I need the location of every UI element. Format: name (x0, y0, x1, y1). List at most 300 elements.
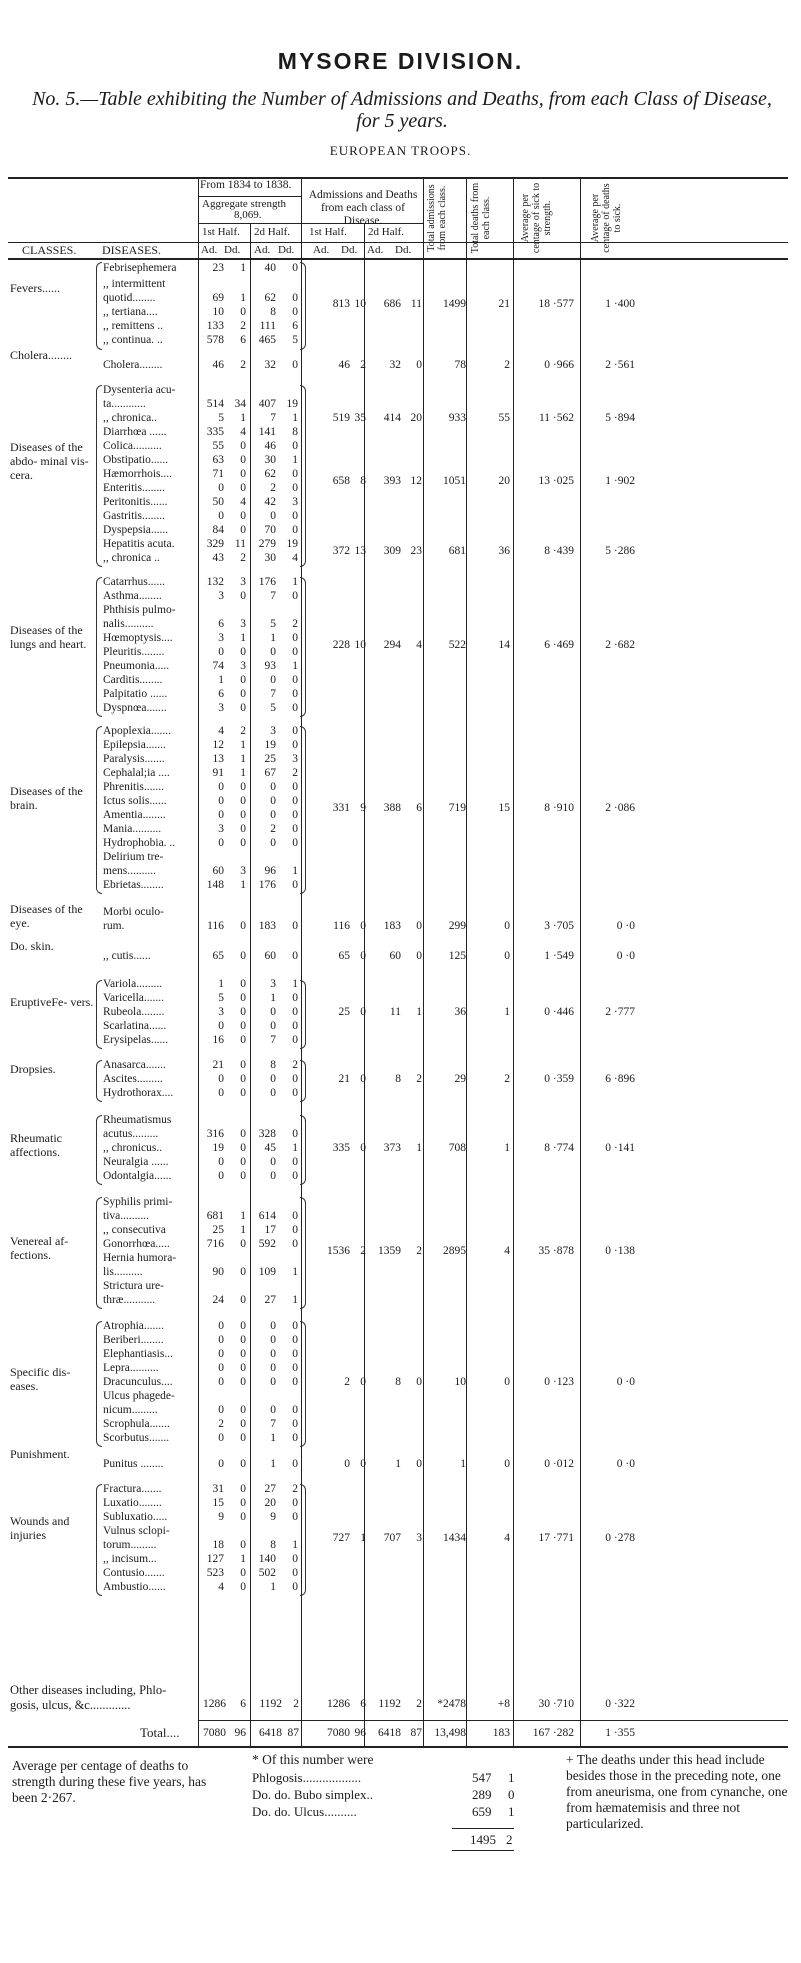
cell-value: 176 (258, 879, 276, 891)
sum-value: 11 (410, 298, 422, 310)
cell-value: 0 (292, 524, 298, 536)
cell-value: 0 (240, 1404, 246, 1416)
disease-label: Peritonitis...... (103, 496, 168, 508)
cell-value: 42 (264, 496, 276, 508)
cell-value: 84 (212, 524, 224, 536)
sum-value: 0 (360, 1458, 366, 1470)
col-sep (466, 178, 467, 1746)
disease-label: Cephalal;ia .... (103, 767, 170, 779)
cell-value: 0 (270, 1348, 276, 1360)
sum-value: 309 (383, 545, 401, 557)
total-value: 7080 (327, 1727, 350, 1739)
sum-value: 2 ·561 (605, 359, 635, 371)
cell-value: 0 (292, 1320, 298, 1332)
sum-value: 36 (498, 545, 510, 557)
cell-value: 0 (270, 646, 276, 658)
cell-value: 0 (292, 1238, 298, 1250)
cell-value: 0 (292, 292, 298, 304)
sum-value: 21 (498, 298, 510, 310)
cell-value: 0 (240, 1034, 246, 1046)
cell-value: 1 (240, 739, 246, 751)
cell-value: 0 (292, 1020, 298, 1032)
cell-value: 0 (292, 632, 298, 644)
disease-label: Lepra.......... (103, 1362, 159, 1374)
group-brace-right (300, 1115, 306, 1185)
cell-value: 0 (240, 1362, 246, 1374)
cell-value: 0 (240, 440, 246, 452)
cell-value: 132 (206, 576, 224, 588)
cell-value: 681 (206, 1210, 224, 1222)
dd-header: Dd. (224, 244, 241, 256)
sum-value: 2 ·086 (605, 802, 635, 814)
sum-value: 12 (410, 475, 422, 487)
disease-label: Hæmorrhois.... (103, 468, 172, 480)
disease-label: Febrisephemera (103, 262, 177, 274)
page-title: MYSORE DIVISION. (277, 48, 524, 74)
troops-heading: EUROPEAN TROOPS. (329, 143, 472, 158)
cell-value: 0 (240, 1458, 246, 1470)
cell-value: 3 (218, 823, 224, 835)
sum-value: 15 (498, 802, 510, 814)
other-value: +8 (497, 1698, 510, 1710)
group-brace (96, 1060, 102, 1102)
sum-value: 393 (383, 475, 401, 487)
sum-value: 0 (416, 1458, 422, 1470)
cell-value: 0 (240, 1156, 246, 1168)
group-brace-right (300, 1484, 306, 1596)
sum-value: 8 (395, 1073, 401, 1085)
cell-value: 3 (218, 1006, 224, 1018)
disease-label: ,, consecutiva (103, 1224, 166, 1236)
cell-value: 0 (240, 468, 246, 480)
disease-label: Ictus solis...... (103, 795, 167, 807)
cell-value: 0 (218, 510, 224, 522)
sum-value: 335 (332, 1142, 350, 1154)
cell-value: 5 (218, 412, 224, 424)
disease-label: Gastritis........ (103, 510, 165, 522)
sum-value: 1 (460, 1458, 466, 1470)
cell-value: 62 (264, 468, 276, 480)
footnote-rule (452, 1850, 514, 1851)
cell-value: 32 (264, 359, 276, 371)
cell-value: 71 (212, 468, 224, 480)
class-label: Wounds and injuries (10, 1514, 70, 1542)
total-value: 7080 (203, 1727, 226, 1739)
sum-value: 5 ·894 (605, 412, 635, 424)
cell-value: 0 (292, 468, 298, 480)
footnote-total-b: 2 (506, 1832, 513, 1847)
disease-label: Scorbutus....... (103, 1432, 170, 1444)
total-admissions-header: Total admissions from each class. (426, 184, 448, 252)
cell-value: 0 (240, 482, 246, 494)
cell-value: 0 (218, 781, 224, 793)
disease-label: torum......... (103, 1539, 157, 1551)
total-value: 167 ·282 (532, 1727, 574, 1739)
cell-value: 3 (240, 618, 246, 630)
cell-value: 6 (240, 334, 246, 346)
cell-value: 0 (270, 1073, 276, 1085)
cell-value: 0 (218, 1320, 224, 1332)
sum-value: 36 (454, 1006, 466, 1018)
sum-value: 0 ·0 (616, 1458, 635, 1470)
sum-value: 1536 (327, 1245, 350, 1257)
sum-value: 13 (354, 545, 366, 557)
cell-value: 0 (292, 920, 298, 932)
cell-value: 17 (264, 1224, 276, 1236)
cell-value: 70 (264, 524, 276, 536)
disease-label: Varicella....... (103, 992, 164, 1004)
cell-value: 27 (264, 1294, 276, 1306)
disease-label: Asthma........ (103, 590, 162, 602)
cell-value: 1 (292, 1266, 298, 1278)
cell-value: 0 (292, 1170, 298, 1182)
cell-value: 0 (292, 1073, 298, 1085)
cell-value: 3 (218, 632, 224, 644)
cell-value: 46 (212, 359, 224, 371)
sum-value: 17 ·771 (538, 1532, 574, 1544)
sum-value: 813 (332, 298, 350, 310)
footnote-row-b: 1 (508, 1770, 515, 1785)
disease-label: Obstipatio...... (103, 454, 169, 466)
cell-value: 0 (270, 1334, 276, 1346)
cell-value: 0 (270, 1087, 276, 1099)
sum-value: 0 (416, 950, 422, 962)
cell-value: 1 (218, 674, 224, 686)
cell-value: 0 (240, 1170, 246, 1182)
cell-value: 0 (270, 1170, 276, 1182)
disease-label: ,, continua. .. (103, 334, 163, 346)
cell-value: 0 (292, 1128, 298, 1140)
cell-value: 0 (240, 992, 246, 1004)
disease-label: Variola......... (103, 978, 163, 990)
other-value: 6 (360, 1698, 366, 1710)
cell-value: 3 (240, 660, 246, 672)
cell-value: 1 (292, 1294, 298, 1306)
disease-label: Phthisis pulmo- (103, 604, 176, 616)
sum-value: 0 ·0 (616, 1376, 635, 1388)
cell-value: 4 (240, 496, 246, 508)
group-brace (96, 577, 102, 717)
cell-value: 328 (258, 1128, 276, 1140)
cell-value: 3 (292, 753, 298, 765)
cell-value: 0 (240, 1087, 246, 1099)
cell-value: 0 (240, 1581, 246, 1593)
cell-value: 1 (292, 660, 298, 672)
disease-label: Apoplexia....... (103, 725, 172, 737)
disease-label: Morbi oculo- (103, 906, 165, 918)
cell-value: 2 (292, 1483, 298, 1495)
cell-value: 0 (292, 1362, 298, 1374)
disease-label: nicum......... (103, 1404, 158, 1416)
total-value: 6418 (378, 1727, 401, 1739)
sum-value: 2 ·777 (605, 1006, 635, 1018)
cell-value: 0 (292, 674, 298, 686)
cell-value: 0 (240, 674, 246, 686)
cell-value: 0 (270, 674, 276, 686)
disease-label: nalis.......... (103, 618, 154, 630)
cell-value: 19 (264, 739, 276, 751)
sum-value: 1 (360, 1532, 366, 1544)
cell-value: 31 (212, 1483, 224, 1495)
cell-value: 1 (218, 978, 224, 990)
disease-label: Hydrothorax.... (103, 1087, 174, 1099)
second-half-header: 2d Half. (254, 226, 291, 238)
cell-value: 0 (240, 524, 246, 536)
diseases-header: DISEASES. (102, 243, 162, 257)
sum-value: 4 (504, 1245, 510, 1257)
disease-label: Catarrhus...... (103, 576, 165, 588)
disease-label: Epilepsia....... (103, 739, 166, 751)
cell-value: 43 (212, 552, 224, 564)
cell-value: 0 (240, 1376, 246, 1388)
group-brace (96, 1321, 102, 1447)
cell-value: 45 (264, 1142, 276, 1154)
sum-value: 0 (416, 920, 422, 932)
class-label: Venereal af- fections. (10, 1234, 69, 1262)
footnote-mid-title: * Of this number were (252, 1752, 374, 1767)
sum-value: 35 (354, 412, 366, 424)
cell-value: 1 (292, 454, 298, 466)
first-half-header: 1st Half. (309, 226, 347, 238)
period-header: From 1834 to 1838. (200, 179, 292, 191)
other-value: 0 ·322 (605, 1698, 635, 1710)
sum-value: 2 (416, 1073, 422, 1085)
cell-value: 8 (270, 306, 276, 318)
sum-value: 8 (395, 1376, 401, 1388)
cell-value: 1 (270, 992, 276, 1004)
disease-label: Palpitatio ...... (103, 688, 168, 700)
cell-value: 0 (292, 1006, 298, 1018)
sum-value: 8 ·439 (544, 545, 574, 557)
ad-header: Ad. (367, 244, 384, 256)
cell-value: 0 (240, 837, 246, 849)
group-brace (96, 726, 102, 894)
cell-value: 1 (292, 576, 298, 588)
strength-value: 8,069. (234, 209, 262, 221)
cell-value: 0 (240, 1294, 246, 1306)
cell-value: 0 (292, 1418, 298, 1430)
cell-value: 523 (206, 1567, 224, 1579)
sum-value: 21 (338, 1073, 350, 1085)
dd-header: Dd. (341, 244, 358, 256)
cell-value: 1 (292, 978, 298, 990)
cell-value: 7 (270, 412, 276, 424)
cell-value: 20 (264, 1497, 276, 1509)
cell-value: 21 (212, 1059, 224, 1071)
cell-value: 0 (218, 1404, 224, 1416)
sum-value: 708 (448, 1142, 466, 1154)
sum-value: 0 (504, 950, 510, 962)
cell-value: 65 (212, 950, 224, 962)
disease-label: Fractura....... (103, 1483, 162, 1495)
total-rule (198, 1720, 788, 1721)
header-bottom-rule (8, 258, 788, 260)
sum-value: 2 (360, 1245, 366, 1257)
group-brace (96, 385, 102, 567)
cell-value: 1 (270, 1581, 276, 1593)
col-sep (513, 178, 514, 1746)
cell-value: 24 (212, 1294, 224, 1306)
cell-value: 0 (218, 1458, 224, 1470)
cell-value: 90 (212, 1266, 224, 1278)
sum-value: 373 (383, 1142, 401, 1154)
sum-value: 11 (389, 1006, 401, 1018)
disease-label: Anasarca....... (103, 1059, 166, 1071)
cell-value: 0 (218, 1020, 224, 1032)
cell-value: 140 (258, 1553, 276, 1565)
disease-label: Rubeola........ (103, 1006, 165, 1018)
cell-value: 19 (212, 1142, 224, 1154)
disease-label: Dracunculus.... (103, 1376, 173, 1388)
sum-value: 1359 (378, 1245, 401, 1257)
disease-label: Ebrietas........ (103, 879, 164, 891)
group-brace-right (300, 980, 306, 1049)
cell-value: 0 (292, 1348, 298, 1360)
strength-header: Aggregate strength (202, 198, 286, 210)
cell-value: 1 (240, 632, 246, 644)
cell-value: 0 (292, 702, 298, 714)
other-value: 1192 (378, 1698, 401, 1710)
group-brace-right (300, 726, 306, 894)
sum-value: 8 (360, 475, 366, 487)
sum-value: 372 (332, 545, 350, 557)
cell-value: 6 (292, 320, 298, 332)
cell-value: 1 (240, 767, 246, 779)
cell-value: 111 (259, 320, 276, 332)
cell-value: 1 (240, 1553, 246, 1565)
other-value: *2478 (437, 1698, 466, 1710)
group-brace-right (300, 262, 306, 350)
col-sep (364, 223, 365, 1746)
other-value: 6 (240, 1698, 246, 1710)
cell-value: 60 (212, 865, 224, 877)
cell-value: 0 (292, 1156, 298, 1168)
sum-value: 0 ·123 (544, 1376, 574, 1388)
dd-header: Dd. (395, 244, 412, 256)
cell-value: 0 (240, 1418, 246, 1430)
cell-value: 0 (292, 646, 298, 658)
disease-label: Pleuritis........ (103, 646, 165, 658)
cell-value: 0 (218, 1073, 224, 1085)
cell-value: 0 (270, 1404, 276, 1416)
cell-value: 0 (240, 702, 246, 714)
cell-value: 0 (292, 725, 298, 737)
cell-value: 0 (218, 1156, 224, 1168)
ad-header: Ad. (254, 244, 271, 256)
cell-value: 0 (240, 1432, 246, 1444)
sum-value: 0 (360, 1376, 366, 1388)
cell-value: 0 (240, 1511, 246, 1523)
cell-value: 0 (292, 359, 298, 371)
cell-value: 1 (240, 753, 246, 765)
disease-label: Contusio....... (103, 1567, 165, 1579)
avg-sick-header: Average per centage of sick to strength. (520, 182, 553, 254)
cell-value: 0 (270, 1020, 276, 1032)
disease-label: Beriberi........ (103, 1334, 164, 1346)
cell-value: 3 (240, 865, 246, 877)
sum-value: 60 (389, 950, 401, 962)
cell-value: 1 (270, 1432, 276, 1444)
sum-value: 25 (338, 1006, 350, 1018)
cell-value: 0 (292, 1567, 298, 1579)
cell-value: 614 (258, 1210, 276, 1222)
disease-label: Scrophula....... (103, 1418, 170, 1430)
cell-value: 0 (240, 1059, 246, 1071)
disease-label: Subluxatio..... (103, 1511, 168, 1523)
sum-value: 20 (410, 412, 422, 424)
sum-value: 1051 (443, 475, 466, 487)
sum-value: 2 ·682 (605, 639, 635, 651)
cell-value: 1 (270, 632, 276, 644)
cell-value: 46 (264, 440, 276, 452)
sum-value: 2 (416, 1245, 422, 1257)
cell-value: 3 (270, 725, 276, 737)
sum-value: 4 (504, 1532, 510, 1544)
sum-value: 8 ·910 (544, 802, 574, 814)
cell-value: 0 (292, 795, 298, 807)
cell-value: 0 (292, 1334, 298, 1346)
cell-value: 4 (218, 1581, 224, 1593)
sum-value: 20 (498, 475, 510, 487)
cell-value: 0 (240, 688, 246, 700)
sum-value: 65 (338, 950, 350, 962)
cell-value: 62 (264, 292, 276, 304)
cell-value: 7 (270, 590, 276, 602)
class-label: Specific dis- eases. (10, 1365, 71, 1393)
cell-value: 0 (292, 1581, 298, 1593)
cell-value: 9 (218, 1511, 224, 1523)
disease-label: Carditis........ (103, 674, 163, 686)
cell-value: 0 (292, 262, 298, 274)
cell-value: 0 (218, 795, 224, 807)
sum-value: 23 (410, 545, 422, 557)
cell-value: 67 (264, 767, 276, 779)
cell-value: 0 (292, 1224, 298, 1236)
cell-value: 109 (258, 1266, 276, 1278)
total-label: Total.... (140, 1725, 180, 1740)
cell-value: 3 (270, 978, 276, 990)
disease-label: ta............ (103, 398, 146, 410)
cell-value: 50 (212, 496, 224, 508)
cell-value: 0 (292, 1034, 298, 1046)
disease-label: ,, remittens .. (103, 320, 164, 332)
disease-label: Hernia humora- (103, 1252, 177, 1264)
cell-value: 0 (292, 1404, 298, 1416)
disease-label: Paralysis....... (103, 753, 165, 765)
cell-value: 91 (212, 767, 224, 779)
sum-value: 14 (498, 639, 510, 651)
disease-label: Amentia........ (103, 809, 166, 821)
sum-value: 29 (454, 1073, 466, 1085)
sum-value: 658 (332, 475, 350, 487)
cell-value: 335 (206, 426, 224, 438)
cell-value: 2 (292, 767, 298, 779)
cell-value: 0 (240, 920, 246, 932)
class-label: Rheumatic affections. (10, 1131, 62, 1159)
footnote-row-label: Do. do. Bubo simplex.. (252, 1787, 373, 1802)
sum-value: 1 ·549 (544, 950, 574, 962)
cell-value: 30 (264, 454, 276, 466)
disease-label: Dysenteria acu- (103, 384, 176, 396)
sum-value: 519 (332, 412, 350, 424)
cell-value: 716 (206, 1238, 224, 1250)
cell-value: 0 (292, 688, 298, 700)
cell-value: 0 (240, 590, 246, 602)
sum-value: 5 ·286 (605, 545, 635, 557)
cell-value: 23 (212, 262, 224, 274)
sum-value: 522 (448, 639, 466, 651)
cell-value: 1 (292, 412, 298, 424)
